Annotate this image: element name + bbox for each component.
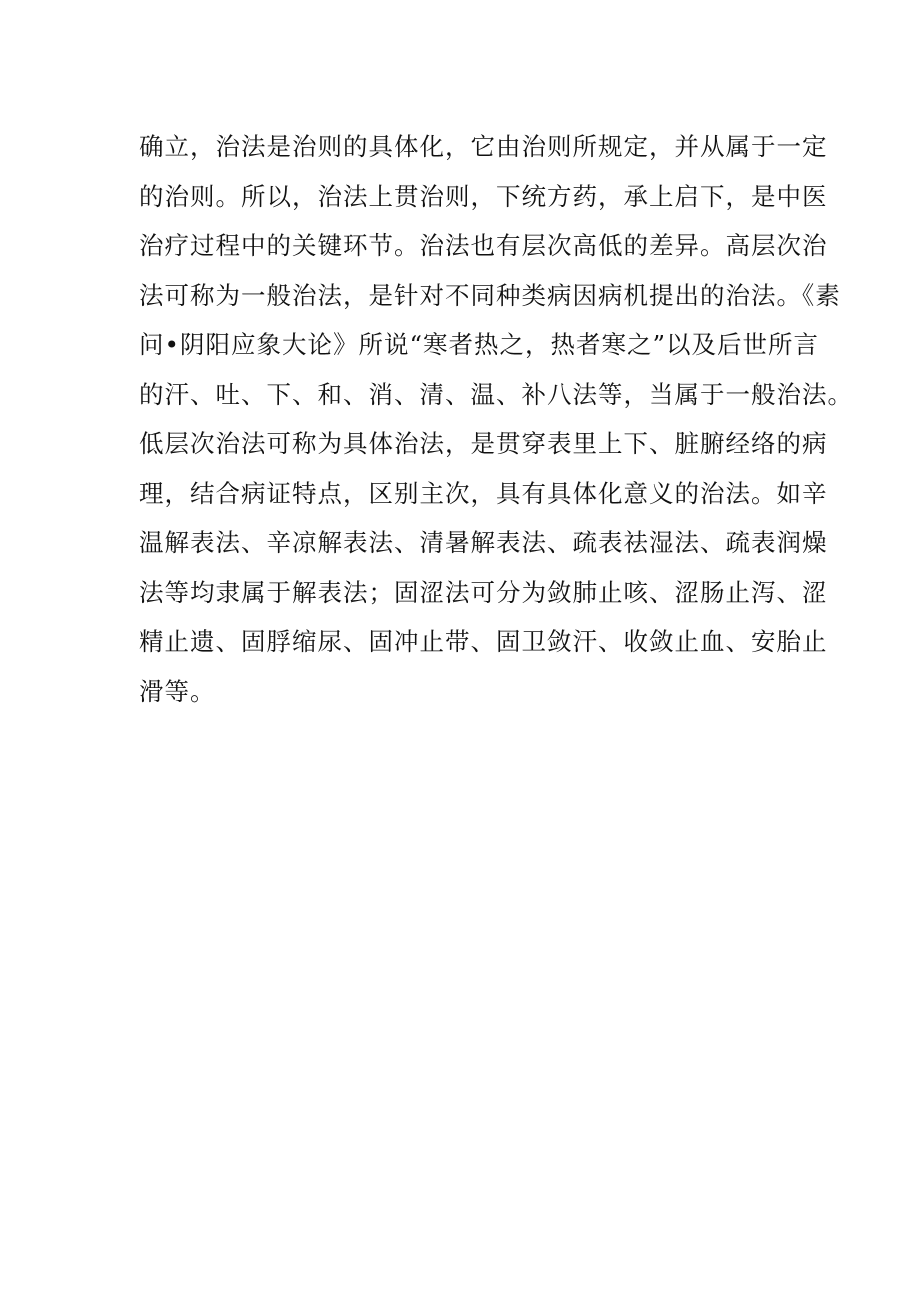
text-line: 确立，治法是治则的具体化，它由治则所规定，并从属于一定: [139, 132, 828, 161]
text-line: 治疗过程中的关键环节。治法也有层次高低的差异。高层次治: [139, 231, 828, 260]
body-paragraph: [139, 122, 853, 716]
text-line: 的治则。所以，治法上贯治则，下统方药，承上启下，是中医: [139, 181, 828, 211]
text-line: 低层次治法可称为具体治法，是贯穿表里上下、脏腑经络的病: [139, 429, 828, 458]
text-line: 理，结合病证特点，区别主次，具有具体化意义的治法。如辛: [139, 478, 828, 508]
text-line: 的汗、吐、下、和、消、清、温、补八法等，当属于一般治法。: [139, 379, 853, 409]
text-line: 滑等。: [139, 676, 216, 706]
text-line: 温解表法、辛凉解表法、清暑解表法、疏表祛湿法、疏表润燥: [139, 528, 828, 557]
text-line: 问•阴阳应象大论》所说“寒者热之，热者寒之”以及后世所言: [139, 330, 819, 359]
text-line: 精止遗、固脬缩尿、固冲止带、固卫敛汗、收敛止血、安胎止: [139, 627, 828, 656]
text-line: 法可称为一般治法，是针对不同种类病因病机提出的治法。《素: [139, 280, 841, 310]
text-line: 法等均隶属于解表法；固涩法可分为敛肺止咳、涩肠止泻、涩: [139, 577, 828, 607]
